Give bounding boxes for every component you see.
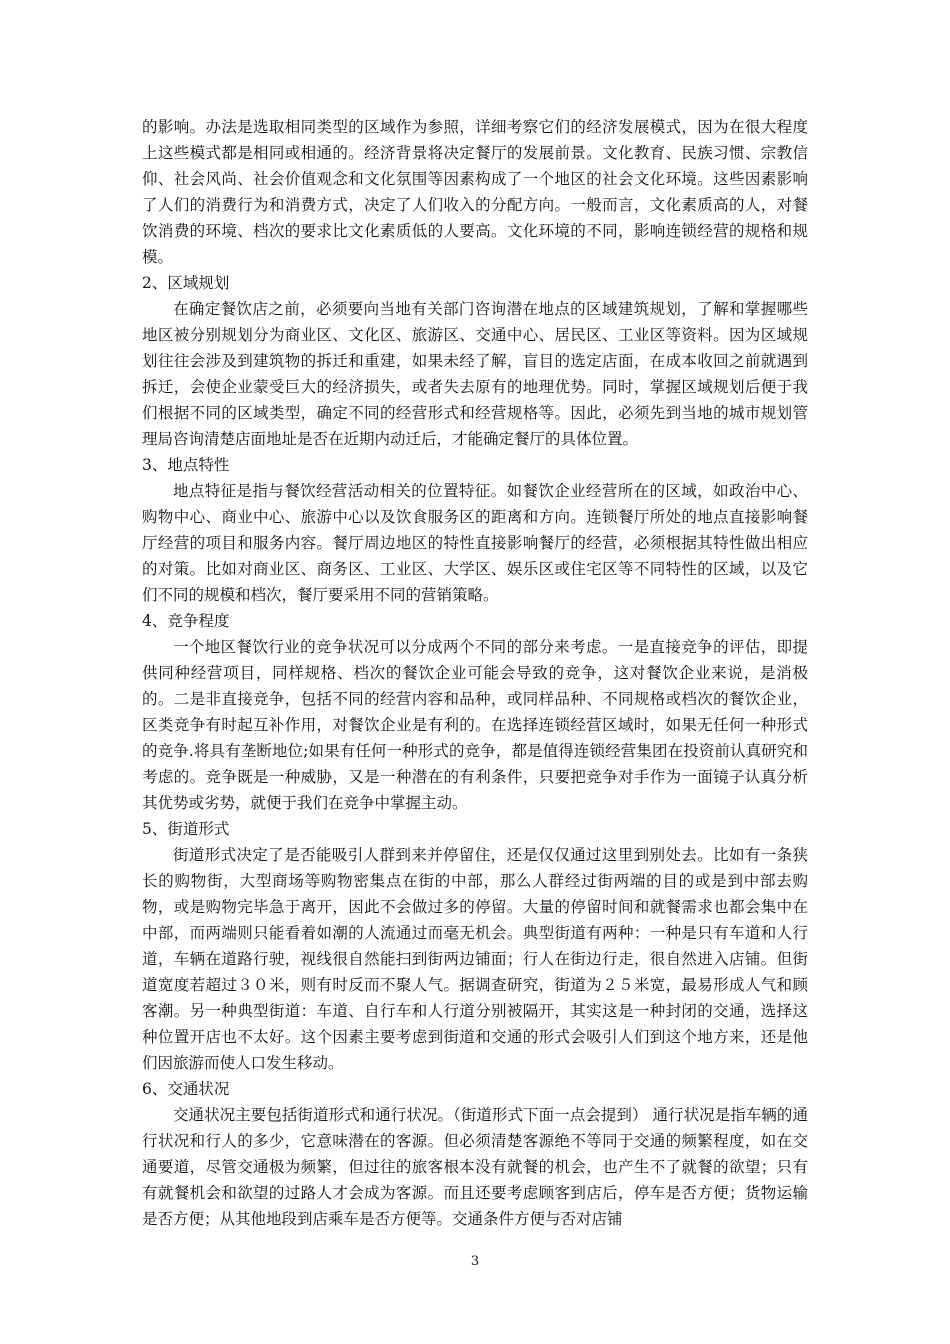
section-paragraph-competition: 一个地区餐饮行业的竞争状况可以分成两个不同的部分来考虑。一是直接竞争的评估，即提供同种经营项目，同样规格、档次的餐饮企业可能会导致的竞争，这对餐饮企业来说，是消极的。二是非直接竞争，包括不同的经营内容和品种，或同样品种、不同规格或档次的餐饮企业，区类竞争有时起互补作用，对餐饮企业是有利的。在选择连锁经营区域时，如果无任何一种形式的竞争.将具有垄断地位;如果有任何一种形式的竞争，都是值得连锁经营集团在投资前认真研究和考虑的。竞争既是一种威胁，又是一种潜在的有利条件，只要把竞争对手作为一面镜子认真分析其优势或劣势，就便于我们在竞争中掌握主动。 (142, 638, 808, 812)
section-heading-location-characteristics: 3、地点特性 (142, 456, 230, 474)
section-heading-competition: 4、竞争程度 (142, 612, 230, 630)
section-paragraph-street-form: 街道形式决定了是否能吸引人群到来并停留住，还是仅仅通过这里到别处去。比如有一条狭长的购物街，大型商场等购物密集点在街的中部，那么人群经过街两端的目的或是到中部去购物，或是购物完毕急于离开，因此不会做过多的停留。大量的停留时间和就餐需求也都会集中在中部，而两端则只能看着如潮的人流通过而毫无机会。典型街道有两种：一种是只有车道和人行道，车辆在道路行驶，视线很自然能扫到街两边铺面；行人在街边行走，很自然进入店铺。但街道宽度若超过３０米，则有时反而不聚人气。据调查研究，街道为２５米宽，最易形成人气和顾客潮。另一种典型街道：车道、自行车和人行道分别被隔开，其实这是一种封闭的交通，选择这种位置开店也不太好。这个因素主要考虑到街道和交通的形式会吸引人们到这个地方来，还是他们因旅游而使人口发生移动。 (142, 846, 808, 1072)
section-heading-traffic: 6、交通状况 (142, 1080, 230, 1098)
section-heading-street-form: 5、街道形式 (142, 820, 230, 838)
section-heading-regional-planning: 2、区域规划 (142, 274, 230, 292)
page-number: 3 (470, 1254, 480, 1269)
document-body (142, 114, 808, 1232)
section-paragraph-regional-planning: 在确定餐饮店之前，必须要向当地有关部门咨询潜在地点的区域建筑规划，了解和掌握哪些地区被分别规划分为商业区、文化区、旅游区、交通中心、居民区、工业区等资料。因为区域规划往往会涉及到建筑物的拆迁和重建，如果未经了解，盲目的选定店面，在成本收回之前就遇到拆迁，会使企业蒙受巨大的经济损失，或者失去原有的地理优势。同时，掌握区域规划后便于我们根据不同的区域类型，确定不同的经营形式和经营规格等。因此，必须先到当地的城市规划管理局咨询清楚店面地址是否在近期内动迁后，才能确定餐厅的具体位置。 (142, 300, 808, 448)
section-paragraph-location-characteristics: 地点特征是指与餐饮经营活动相关的位置特征。如餐饮企业经营所在的区域，如政治中心、购物中心、商业中心、旅游中心以及饮食服务区的距离和方向。连锁餐厅所处的地点直接影响餐厅经营的项目和服务内容。餐厅周边地区的特性直接影响餐厅的经营，必须根据其特性做出相应的对策。比如对商业区、商务区、工业区、大学区、娱乐区或住宅区等不同特性的区域，以及它们不同的规模和档次，餐厅要采用不同的营销策略。 (142, 482, 808, 604)
intro-paragraph: 的影响。办法是选取相同类型的区域作为参照，详细考察它们的经济发展模式，因为在很大程度上这些模式都是相同或相通的。经济背景将决定餐厅的发展前景。文化教育、民族习惯、宗教信仰、社会风尚、社会价值观念和文化氛围等因素构成了一个地区的社会文化环境。这些因素影响了人们的消费行为和消费方式，决定了人们收入的分配方向。一般而言，文化素质高的人，对餐饮消费的环境、档次的要求比文化素质低的人要高。文化环境的不同，影响连锁经营的规格和规模。 (142, 118, 808, 266)
section-paragraph-traffic: 交通状况主要包括街道形式和通行状况。（街道形式下面一点会提到） 通行状况是指车辆的通行状况和行人的多少，它意味潜在的客源。但必须清楚客源绝不等同于交通的频繁程度，如在交通要道，尽管交通极为频繁，但过往的旅客根本没有就餐的机会，也产生不了就餐的欲望；只有有就餐机会和欲望的过路人才会成为客源。而且还要考虑顾客到店后，停车是否方便；货物运输是否方便；从其他地段到店乘车是否方便等。交通条件方便与否对店铺 (142, 1106, 808, 1228)
